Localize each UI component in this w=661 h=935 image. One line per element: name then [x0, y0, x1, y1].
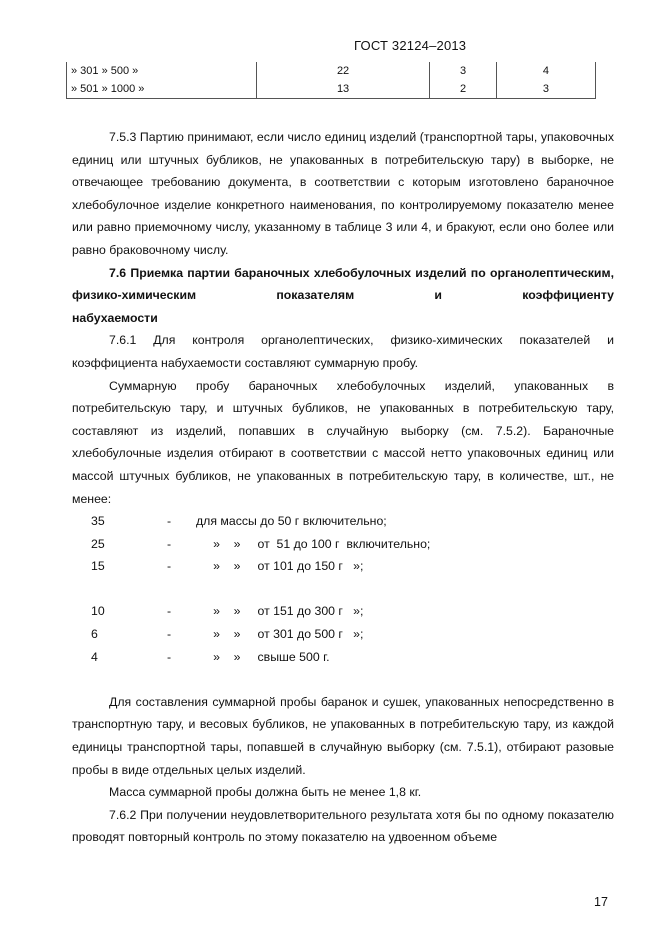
list-dash: - — [167, 649, 172, 664]
page-number: 17 — [594, 895, 608, 909]
list-count: 35 — [91, 514, 105, 529]
paragraph-7-5-3: 7.5.3 Партию принимают, если число единиц изделий (транспортной тары, упаковочных единиц или штучных бубликов, не упакованных в потребительскую тару) в выборке, не отвечающее требованию документа, в соответствии с которым изготовлено бараночное хлебобулочное изделие конкретного наименования, по контролируемому показателю менее или равно приемочному числу, указанному в таблице 3 или 4, и бракуют, если оно более или равно браковочному числу. — [72, 130, 614, 257]
list-dash: - — [167, 536, 172, 551]
paragraph-7-6-1: 7.6.1 Для контроля органолептических, физико-химических показателей и коэффициента набухаемости составляют суммарную пробу. — [72, 333, 614, 370]
list-spacer — [72, 578, 614, 601]
list-count: 10 — [91, 604, 105, 619]
table-cell: 4 — [496, 62, 595, 80]
list-dash: - — [167, 627, 172, 642]
list-text: » » от 301 до 500 г »; — [196, 627, 364, 642]
section-heading-7-6-end: набухаемости — [72, 310, 158, 325]
table-cell: 3 — [496, 80, 595, 99]
list-item — [72, 600, 614, 623]
section-heading-7-6: 7.6 Приемка партии бараночных хлебобулочных изделий по органолептическим, физико-химическим показателям и коэффициенту — [72, 265, 614, 303]
document-header: ГОСТ 32124–2013 — [354, 38, 467, 53]
paragraph-sample-mass: Масса суммарной пробы должна быть не менее 1,8 кг. — [109, 785, 422, 800]
table-row — [67, 62, 596, 80]
list-dash: - — [167, 604, 172, 619]
list-dash: - — [167, 514, 172, 529]
table-cell: 3 — [430, 62, 496, 80]
list-text: для массы до 50 г включительно; — [196, 514, 387, 529]
list-count: 25 — [91, 536, 105, 551]
table-row — [67, 80, 596, 99]
list-item — [72, 646, 614, 669]
document-body — [72, 126, 614, 849]
list-text: » » свыше 500 г. — [196, 649, 330, 664]
list-item — [72, 555, 614, 578]
sampling-table — [66, 62, 596, 99]
table-cell: 13 — [256, 80, 430, 99]
list-text: » » от 51 до 100 г включительно; — [196, 536, 431, 551]
table-cell: 2 — [430, 80, 496, 99]
list-item — [72, 510, 614, 533]
list-text: » » от 151 до 300 г »; — [196, 604, 364, 619]
spacer — [72, 668, 614, 691]
list-text: » » от 101 до 150 г »; — [196, 559, 364, 574]
table-cell: 22 — [256, 62, 430, 80]
paragraph-7-6-2: 7.6.2 При получении неудовлетворительного результата хотя бы по одному показателю проводят повторный контроль по этому показателю на удвоенном объеме — [72, 807, 614, 845]
list-item — [72, 623, 614, 646]
sample-count-list — [72, 510, 614, 668]
list-count: 4 — [91, 649, 98, 664]
table-cell: » 501 » 1000 » — [67, 80, 257, 99]
paragraph-summary-sample: Суммарную пробу бараночных хлебобулочных изделий, упакованных в потребительскую тару, и штучных бубликов, не упакованных в потребительскую тару, составляют из изделий, попавших в случайную выборку (см. 7.5.2). Бараночные хлебобулочные изделия отбирают в соответствии с массой нетто упаковочных единиц или массой штучных бубликов, не упакованных в потребительскую тару, в количестве, шт., не менее: — [72, 378, 614, 506]
list-count: 15 — [91, 559, 105, 574]
list-count: 6 — [91, 627, 98, 642]
list-dash: - — [167, 559, 172, 574]
table-cell: » 301 » 500 » — [67, 62, 257, 80]
list-item — [72, 533, 614, 556]
paragraph-bulk-sample: Для составления суммарной пробы баранок и сушек, упакованных непосредственно в транспортную тару, и весовых бубликов, не упакованных в потребительскую тару, из каждой единицы транспортной тары, попавшей в случайную выборку (см. 7.5.1), отбирают разовые пробы в виде отдельных целых изделий. — [72, 694, 614, 777]
